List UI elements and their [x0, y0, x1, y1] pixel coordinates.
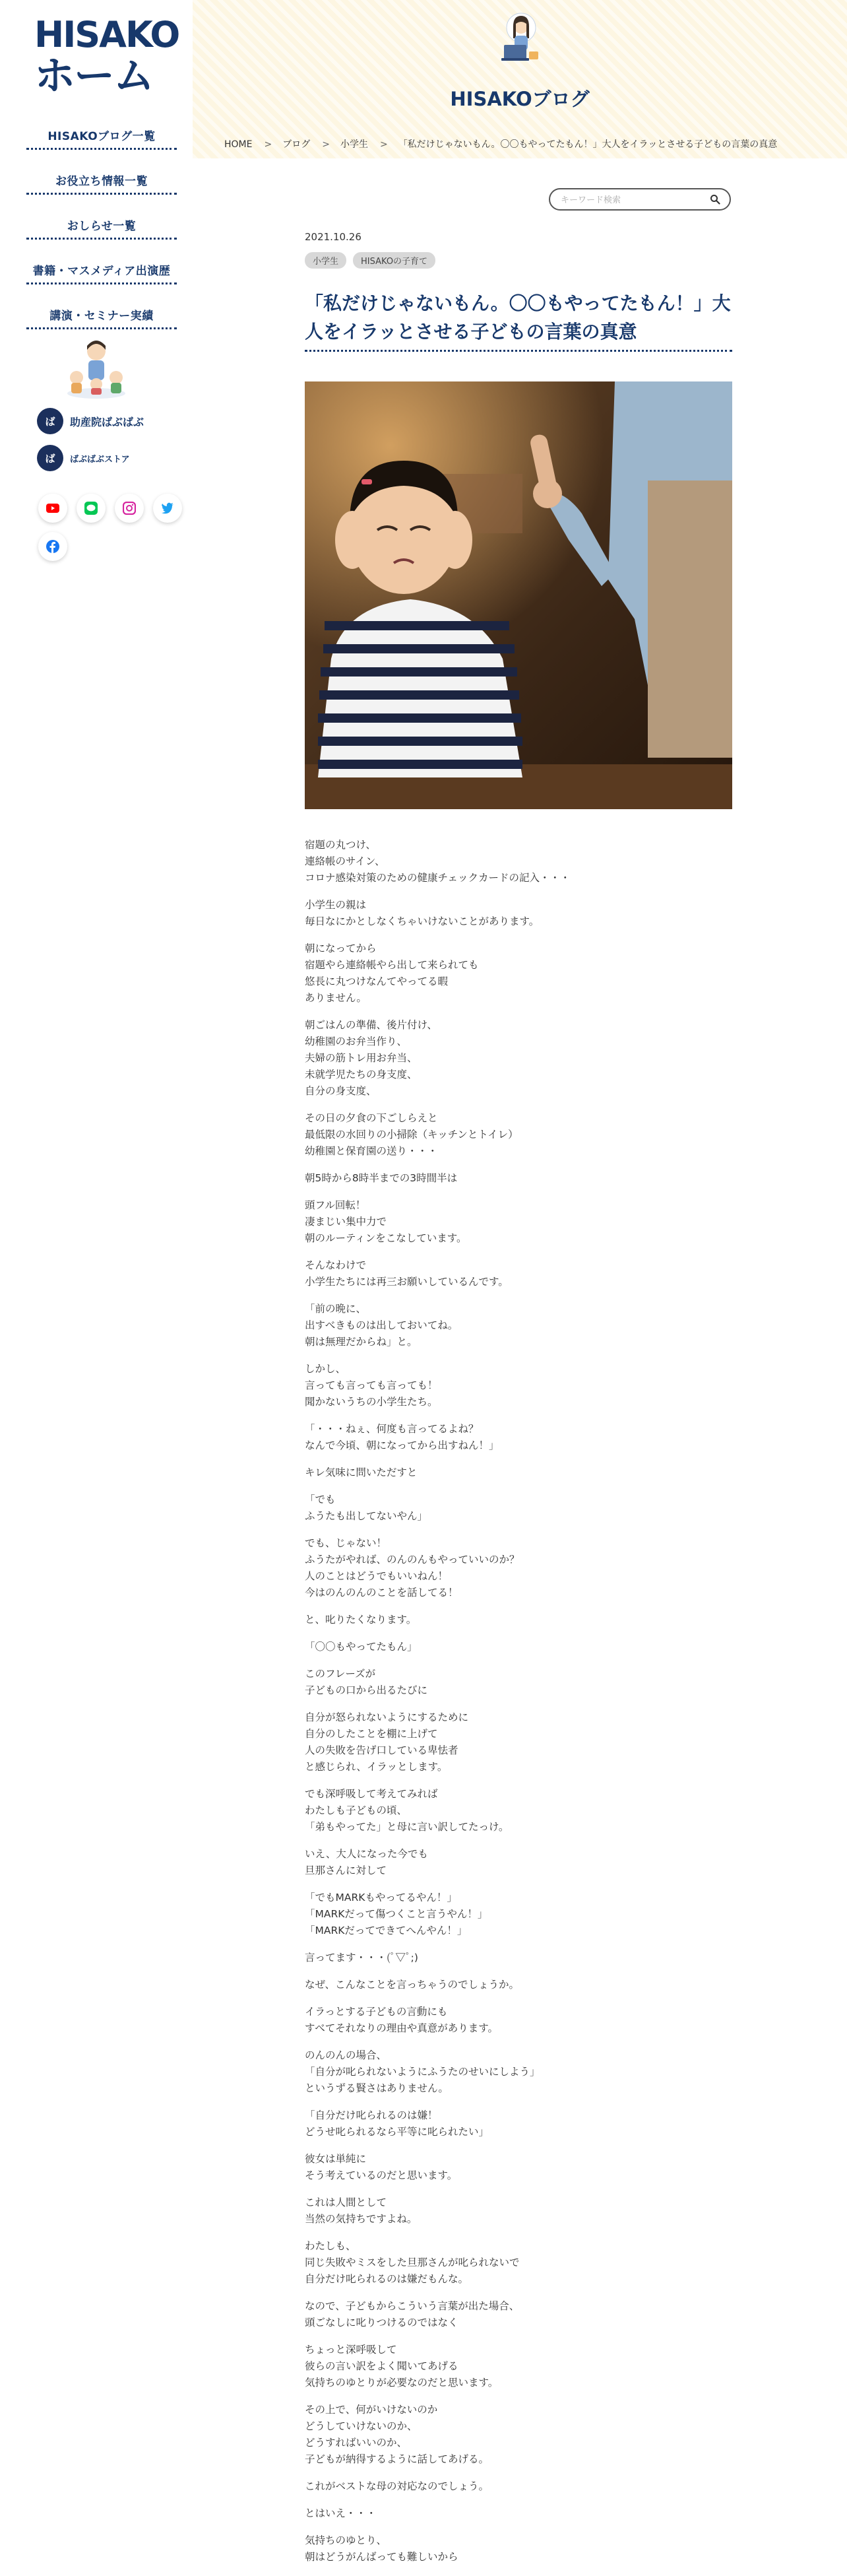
- nav-news[interactable]: おしらせ一覧: [26, 215, 177, 240]
- twitter-icon: [161, 502, 174, 514]
- body-paragraph: 小学生の親は 毎日なにかとしなくちゃいけないことがあります。: [305, 899, 540, 927]
- body-paragraph: なぜ、こんなことを言っちゃうのでしょうか。: [305, 1979, 520, 1991]
- body-paragraph: 彼女は単純に そう考えているのだと思います。: [305, 2153, 458, 2181]
- body-paragraph: 朝5時から8時半までの3時間半は: [305, 1172, 458, 1184]
- nav-lectures[interactable]: 講演・セミナー実績: [26, 305, 177, 329]
- store-logo-icon: ば: [37, 445, 63, 471]
- body-paragraph: 「自分だけ叱られるのは嫌！ どうせ叱られるなら平等に叱られたい」: [305, 2109, 489, 2138]
- body-paragraph: ちょっと深呼吸して 彼らの言い訳をよく聞いてあげる 気持ちのゆとりが必要なのだと思います。: [305, 2344, 499, 2389]
- body-paragraph: のんのんの場合、 「自分が叱られないようにふうたのせいにしよう」 というずる賢さはありません。: [305, 2049, 540, 2094]
- logo-line-2: ホーム: [34, 51, 154, 100]
- tag-chip[interactable]: 小学生: [305, 252, 346, 269]
- youtube-icon: [46, 504, 59, 513]
- body-paragraph: わたしも、 同じ失敗やミスをした旦那さんが叱られないで 自分だけ叱られるのは嫌だもんな。: [305, 2240, 520, 2285]
- mascot-family-illustration: [62, 337, 131, 400]
- body-paragraph: 「〇〇もやってたもん」: [305, 1641, 418, 1653]
- body-paragraph: 「前の晩に、 出すべきものは出しておいてね。 朝は無理だからね」と。: [305, 1303, 458, 1348]
- keyword-search: [549, 188, 731, 211]
- body-paragraph: 宿題の丸つけ、 連絡帳のサイン、 コロナ感染対策のための健康チェックカードの記入・・・: [305, 839, 571, 884]
- youtube-link[interactable]: [38, 494, 67, 523]
- body-paragraph: その上で、何がいけないのか どうしていけないのか、 どうすればいいのか、 子どもが納得するように話してあげる。: [305, 2404, 489, 2465]
- post-tags: [305, 252, 442, 269]
- sidebar-nav: [26, 125, 177, 350]
- body-paragraph: 自分が怒られないようにするために 自分のしたことを棚に上げて 人の失敗を告げ口している卑怯者 と感じられ、イラッとします。: [305, 1711, 469, 1773]
- line-link[interactable]: [77, 494, 106, 523]
- body-paragraph: そんなわけで 小学生たちには再三お願いしているんです。: [305, 1259, 509, 1288]
- instagram-icon: [123, 502, 136, 515]
- brand-link-josanin[interactable]: [37, 407, 144, 436]
- body-paragraph: 「でもMARKもやってるやん！」 「MARKだって傷つくこと言うやん！」 「MARKだってできてへんやん！」: [305, 1892, 488, 1936]
- site-logo[interactable]: [34, 14, 179, 100]
- body-paragraph: その日の夕食の下ごしらえと 最低限の水回りの小掃除（キッチンとトイレ） 幼稚園と保育園の送り・・・: [305, 1112, 518, 1157]
- post-date: 2021.10.26: [305, 231, 361, 243]
- body-paragraph: これがベストな母の対応なのでしょう。: [305, 2480, 489, 2492]
- body-paragraph: 言ってます・・・(ﾟ▽ﾟ;): [305, 1952, 418, 1964]
- sidebar: [0, 0, 193, 2542]
- nav-useful-info[interactable]: お役立ち情報一覧: [26, 170, 177, 195]
- instagram-link[interactable]: [115, 494, 144, 523]
- body-paragraph: と、叱りたくなります。: [305, 1614, 417, 1626]
- body-paragraph: しかし、 言っても言っても言っても！ 聞かないうちの小学生たち。: [305, 1363, 438, 1408]
- body-paragraph: このフレーズが 子どもの口から出るたびに: [305, 1668, 428, 1696]
- facebook-icon: [46, 540, 59, 553]
- article-body: [305, 837, 732, 2576]
- body-paragraph: 「・・・ねぇ、何度も言ってるよね？ なんで今頃、朝になってから出すねん！」: [305, 1423, 499, 1451]
- title-divider: [305, 350, 732, 352]
- breadcrumb-home[interactable]: HOME: [224, 139, 253, 150]
- body-paragraph: 朝ごはんの準備、後片付け、 幼稚園のお弁当作り、 夫婦の筋トレ用お弁当、 未就学児たちの身支度、 自分の身支度、: [305, 1019, 437, 1097]
- breadcrumb-current: 「私だけじゃないもん。〇〇もやってたもん！」大人をイラッとさせる子どもの言葉の真意: [398, 139, 778, 150]
- josanin-logo-icon: ば: [37, 408, 63, 434]
- body-paragraph: 朝になってから 宿題やら連絡帳やら出して来られても 悠長に丸つけなんてやってる暇 ありません。: [305, 942, 479, 1004]
- search-input[interactable]: [559, 193, 701, 207]
- body-paragraph: 「でも ふうたも出してないやん」: [305, 1494, 428, 1522]
- breadcrumb-separator: >: [322, 139, 330, 150]
- logo-line-1: HISAKO: [34, 14, 179, 55]
- line-icon: [84, 502, 98, 515]
- breadcrumb-separator: >: [264, 139, 272, 150]
- nav-books-media[interactable]: 書籍・マスメディア出演歴: [26, 260, 177, 284]
- search-icon[interactable]: [710, 194, 720, 205]
- body-paragraph: これは人間として 当然の気持ちですよね。: [305, 2196, 418, 2225]
- nav-blog-list[interactable]: HISAKOブログ一覧: [26, 125, 177, 150]
- body-paragraph: なので、子どもからこういう言葉が出た場合、 頭ごなしに叱りつけるのではなく: [305, 2300, 520, 2328]
- tag-chip[interactable]: HISAKOの子育て: [353, 252, 435, 269]
- page-header: [193, 0, 847, 158]
- page-title: HISAKOブログ: [450, 88, 590, 110]
- body-paragraph: イラっとする子どもの言動にも すべてそれなりの理由や真意があります。: [305, 2006, 498, 2034]
- body-paragraph: でも深呼吸して考えてみれば わたしも子どもの頃、 「弟もやってた」と母に言い訳してたっけ。: [305, 1788, 509, 1833]
- breadcrumb: [224, 137, 784, 150]
- body-paragraph: キレ気味に問いただすと: [305, 1467, 418, 1478]
- body-paragraph: 気持ちのゆとり、 朝はどうがんばっても難しいから: [305, 2534, 458, 2563]
- body-paragraph: いえ、大人になった今でも 旦那さんに対して: [305, 1848, 428, 1876]
- body-paragraph: 頭フル回転！ 凄まじい集中力で 朝のルーティンをこなしています。: [305, 1199, 467, 1244]
- brand-name: 助産院ばぶばぶ: [70, 415, 144, 428]
- breadcrumb-separator: >: [379, 139, 388, 150]
- blogger-illustration-icon: [497, 8, 545, 66]
- brand-name: ばぶばぶストア: [70, 454, 130, 465]
- article-title: 「私だけじゃないもん。〇〇もやってたもん！」大人をイラッとさせる子どもの言葉の真意: [305, 292, 731, 343]
- breadcrumb-blog[interactable]: ブログ: [282, 139, 311, 150]
- facebook-link[interactable]: [38, 532, 67, 561]
- brand-link-store[interactable]: [37, 444, 130, 473]
- breadcrumb-category[interactable]: 小学生: [340, 139, 368, 150]
- twitter-link[interactable]: [153, 494, 182, 523]
- article-photo: [305, 381, 732, 809]
- body-paragraph: でも、じゃない！ ふうたがやれば、のんのんもやっていいのか？ 人のことはどうでもいいねん！ 今はのんのんのことを話してる！: [305, 1537, 520, 1599]
- body-paragraph: とはいえ・・・: [305, 2507, 377, 2519]
